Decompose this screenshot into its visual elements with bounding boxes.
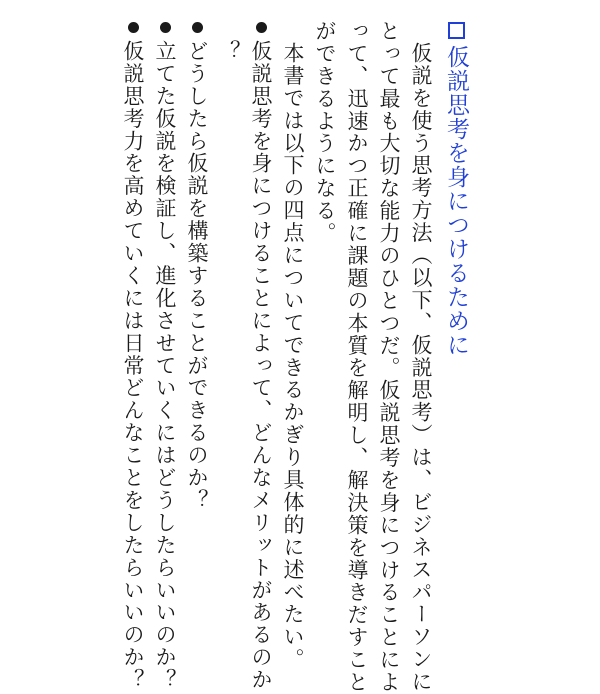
bullet-item-2-text: どうしたら仮説を構築することができるのか？ xyxy=(185,40,209,512)
paragraph-1-line-4: ができるようになる。 xyxy=(313,20,337,245)
bullet-dot-icon xyxy=(128,22,139,33)
paragraph-1-line-1: 仮説を使う思考方法（以下、仮説思考）は、ビジネスパーソンに xyxy=(409,42,433,694)
bullet-item-1-text: 仮説思考を身につけることによって、どんなメリットがあるのか xyxy=(249,40,273,692)
bullet-dot-icon xyxy=(256,22,267,33)
paragraph-1-line-3: って、迅速かつ正確に課題の本質を解明し、解決策を導きだすこと xyxy=(345,20,369,694)
bullet-item-1-line-2: ？ xyxy=(217,40,241,63)
bullet-item-3 xyxy=(154,17,175,691)
bullet-dot-icon xyxy=(160,22,171,33)
bullet-item-2 xyxy=(186,17,207,511)
paragraph-1-line-2: とって最も大切な能力のひとつだ。仮説思考を身につけることによ xyxy=(377,20,401,694)
paragraph-2-line-1: 本書では以下の四点についてできるかぎり具体的に述べたい。 xyxy=(281,42,305,671)
bullet-item-3-text: 立てた仮説を検証し、進化させていくにはどうしたらいいのか？ xyxy=(153,40,177,692)
bullet-dot-icon xyxy=(192,22,203,33)
square-outline-icon xyxy=(448,22,465,39)
section-heading xyxy=(444,22,467,357)
bullet-item-1-line-1 xyxy=(250,17,271,691)
section-heading-text: 仮説思考を身につけるために xyxy=(443,45,469,357)
bullet-item-4-text: 仮説思考力を高めていくには日常どんなことをしたらいいのか？ xyxy=(121,40,145,692)
bullet-item-4 xyxy=(122,17,143,691)
